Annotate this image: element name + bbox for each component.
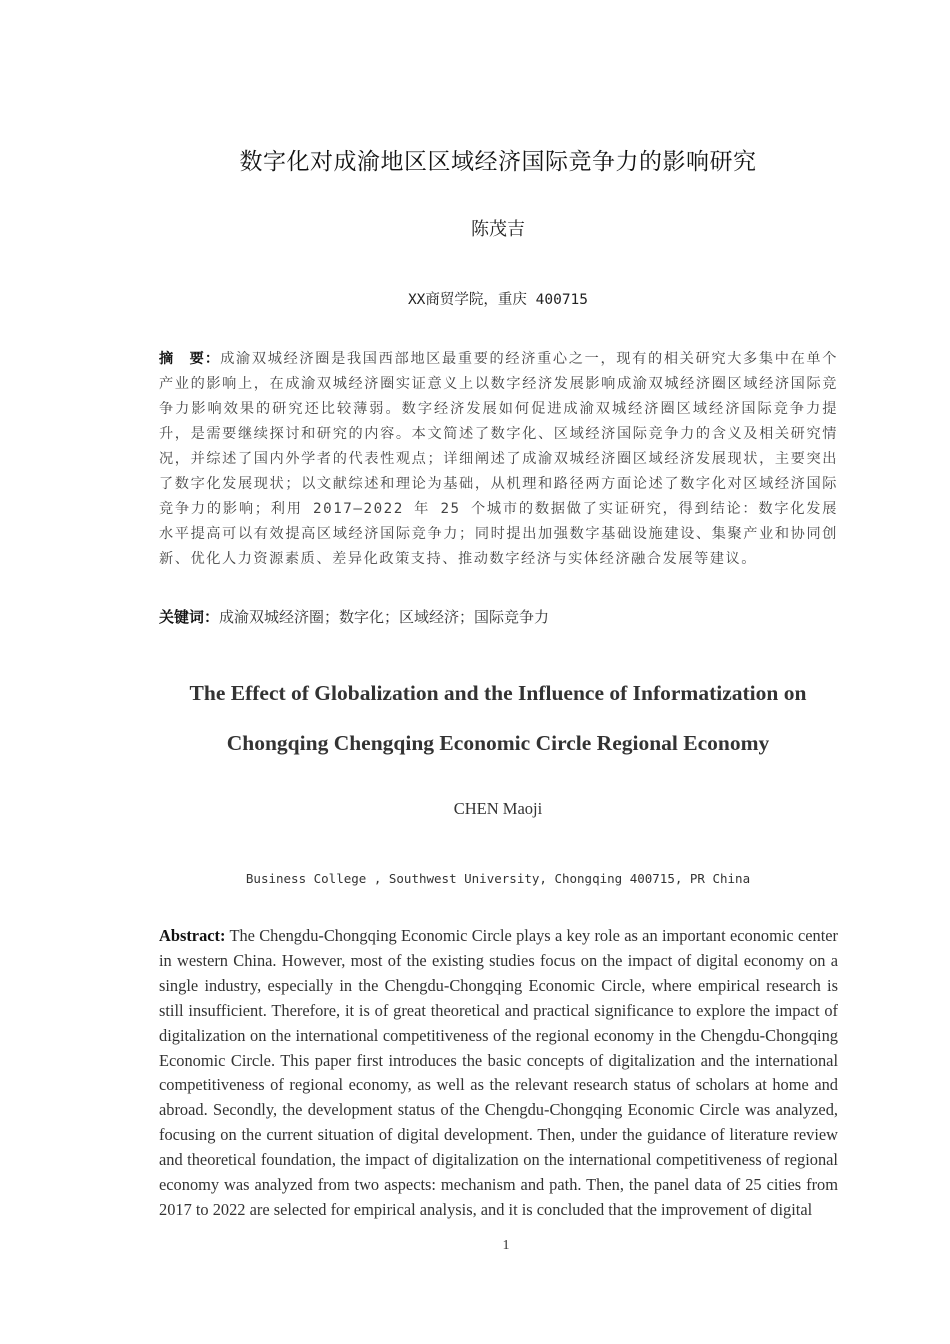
chinese-keywords-text: 成渝双城经济圈；数字化；区域经济；国际竞争力: [219, 608, 550, 626]
chinese-abstract-text: 成渝双城经济圈是我国西部地区最重要的经济重心之一，现有的相关研究大多集中在单个产业的影响上，在成渝双城经济圈实证意义上以数字经济发展影响成渝双城经济圈区域经济国际竞争力影响效果的研究还比较薄弱。数字经济发展如何促进成渝双城经济圈区域经济国际竞争力提升，是需要继续探讨和研究的内容。本文简述了数字化、区域经济国际竞争力的含义及相关研究情况，并综述了国内外学者的代表性观点；详细阐述了成渝双城经济圈区域经济发展现状，主要突出了数字化发展现状；以文献综述和理论为基础，从机理和路径两方面论述了数字化对区域经济国际竞争力的影响；利用 2017—2022 年 25 个城市的数据做了实证研究，得到结论：数字化发展水平提高可以有效提高区域经济国际竞争力；同时提出加强数字基础设施建设、集聚产业和协同创新、优化人力资源素质、差异化政策支持、推动数字经济与实体经济融合发展等建议。: [159, 351, 838, 567]
chinese-affiliation: XX商贸学院，重庆 400715: [407, 292, 589, 308]
english-title: [0, 668, 950, 768]
english-author: CHEN Maoji: [453, 799, 543, 818]
english-affiliation: Business College , Southwest University, Chongqing 400715, PR China: [245, 871, 751, 886]
chinese-keywords: [159, 605, 838, 630]
chinese-abstract: [159, 347, 838, 572]
chinese-keywords-label: 关键词：: [159, 608, 220, 626]
english-title-line-1: The Effect of Globalization and the Influence of Informatization on: [189, 681, 807, 705]
english-abstract: [159, 924, 838, 1223]
page-number: 1: [502, 1238, 510, 1253]
chinese-title: 数字化对成渝地区区域经济国际竞争力的影响研究: [239, 149, 757, 175]
english-abstract-label: Abstract:: [159, 926, 226, 945]
chinese-author: 陈茂吉: [471, 219, 525, 240]
english-title-line-2: Chongqing Chengqing Economic Circle Regional Economy: [226, 731, 770, 755]
english-abstract-text: The Chengdu-Chongqing Economic Circle plays a key role as an important economic center in western China. However, most of the existing studies focus on the impact of digital economy on a single industry, especially in the Chengdu-Chongqing Economic Circle, where empirical research is still insufficient. Therefore, it is of great theoretical and practical significance to explore the impact of digitalization on the international competitiveness of the regional economy in the Chengdu-Chongqing Economic Circle. This paper first introduces the basic concepts of digitalization and the international competitiveness of regional economy, as well as the relevant research status of scholars at home and abroad. Secondly, the development status of the Chengdu-Chongqing Economic Circle was analyzed, focusing on the current situation of digital development. Then, under the guidance of literature review and theoretical foundation, the impact of digitalization on the international competitiveness of regional economy was analyzed from two aspects: mechanism and path. Then, the panel data of 25 cities from 2017 to 2022 are selected for empirical analysis, and it is concluded that the improvement of digital: [159, 926, 838, 1219]
chinese-abstract-label: 摘 要：: [159, 351, 221, 367]
